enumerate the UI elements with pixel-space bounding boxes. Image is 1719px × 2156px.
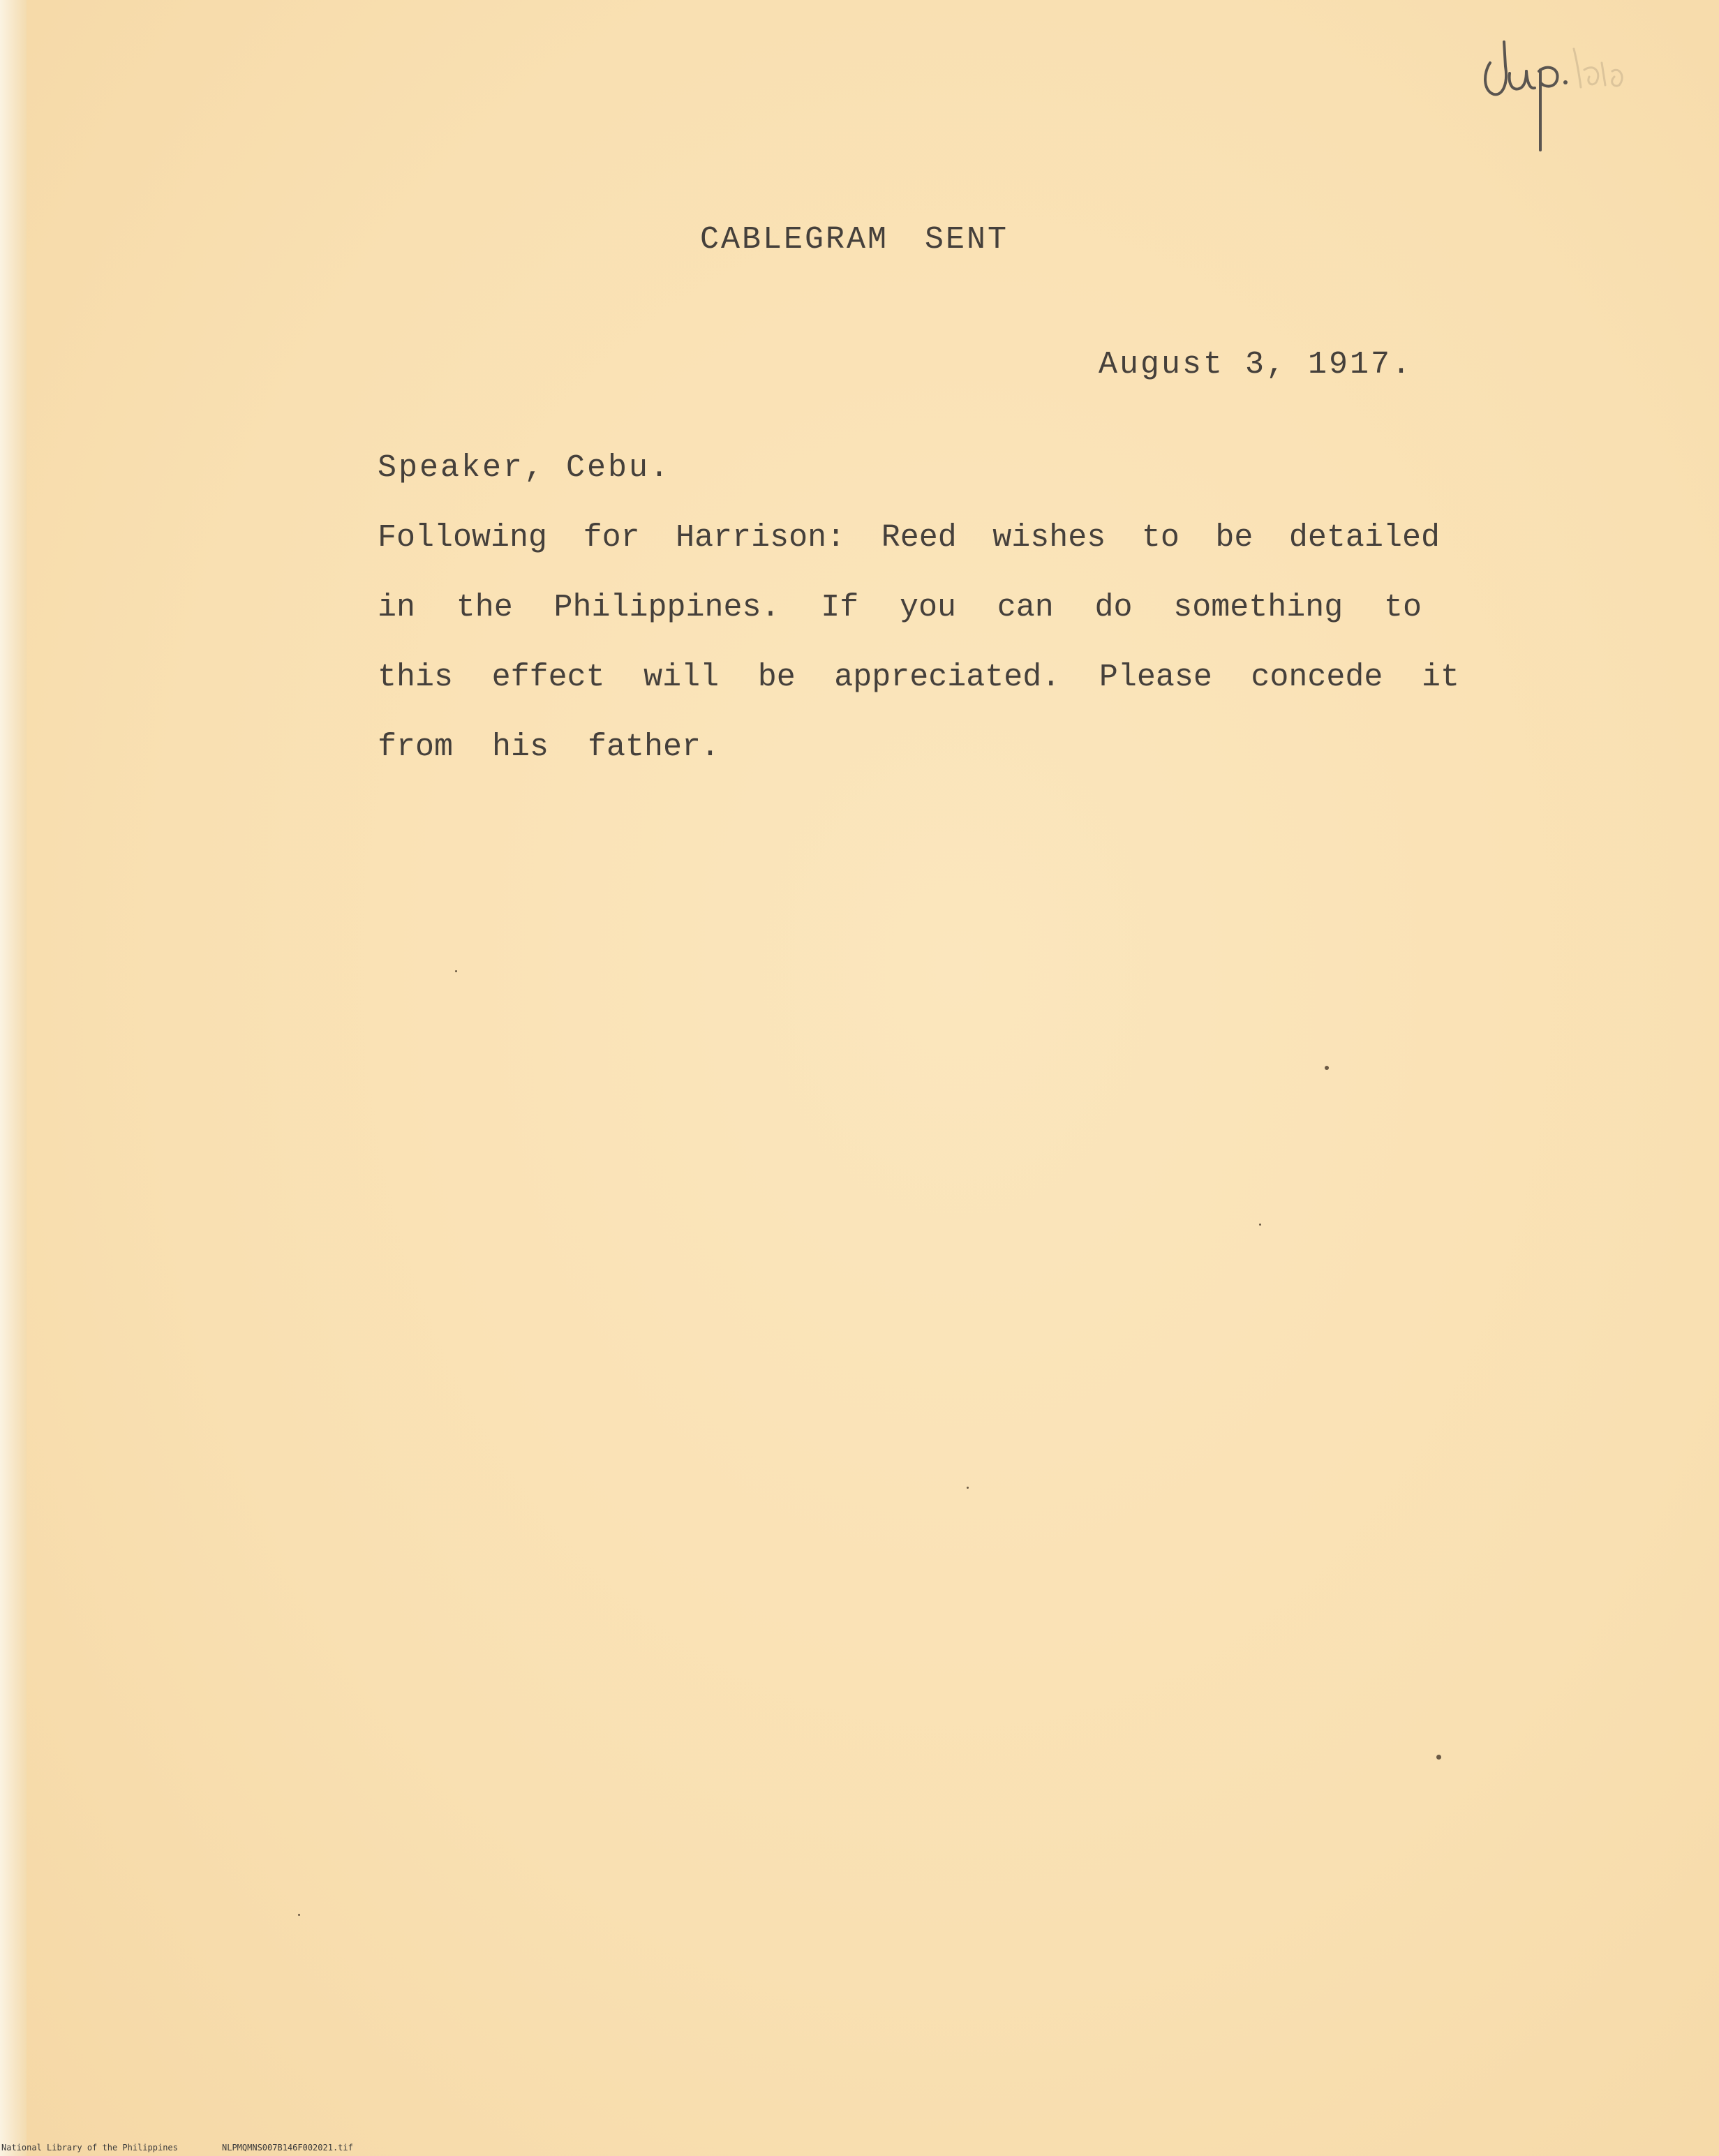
body-word: Following <box>378 520 548 556</box>
body-word: concede <box>1251 660 1383 695</box>
body-word: Please <box>1099 660 1212 695</box>
body-word: father. <box>587 729 720 765</box>
body-word: If <box>821 590 859 625</box>
body-word: to <box>1141 520 1180 556</box>
body-word: wishes <box>992 520 1106 556</box>
body-word: for <box>583 520 640 556</box>
body-word: will <box>643 660 720 695</box>
body-word: you <box>899 590 956 625</box>
body-line-1 <box>378 520 1440 556</box>
body-word: Harrison: <box>676 520 846 556</box>
body-word: can <box>997 590 1054 625</box>
body-word: appreciated. <box>834 660 1061 695</box>
body-word: detailed <box>1288 520 1440 556</box>
paper-speck <box>1436 1755 1441 1760</box>
paper-speck <box>455 970 457 972</box>
footer-library-label: National Library of the Philippines <box>1 2143 178 2153</box>
body-word: do <box>1094 590 1133 625</box>
body-word: Philippines. <box>553 590 780 625</box>
body-word: from <box>378 729 454 765</box>
footer-filename: NLPMQMNS007B146F002021.tif <box>222 2143 353 2153</box>
body-word: it <box>1421 660 1459 695</box>
body-line-4 <box>378 729 720 765</box>
body-word: be <box>1215 520 1253 556</box>
paper-sheet <box>27 0 1719 2156</box>
body-word: Reed <box>881 520 957 556</box>
body-word: to <box>1383 590 1422 625</box>
body-word: his <box>491 729 549 765</box>
handwritten-duplicate-annotation <box>1462 21 1692 161</box>
body-word: effect <box>491 660 605 695</box>
addressee: Speaker, Cebu. <box>378 450 671 486</box>
paper-speck <box>1259 1224 1261 1226</box>
body-word: be <box>757 660 796 695</box>
body-line-2 <box>378 590 1422 625</box>
document-title: CABLEGRAM SENT <box>700 222 1009 258</box>
paper-speck <box>967 1487 969 1489</box>
paper-speck <box>1325 1066 1329 1070</box>
paper-speck <box>298 1914 300 1916</box>
body-line-3 <box>378 660 1459 695</box>
scan-edge <box>0 0 27 2156</box>
body-word: in <box>378 590 416 625</box>
document-date: August 3, 1917. <box>1099 347 1413 382</box>
body-word: the <box>456 590 513 625</box>
body-word: this <box>378 660 454 695</box>
body-word: something <box>1173 590 1344 625</box>
